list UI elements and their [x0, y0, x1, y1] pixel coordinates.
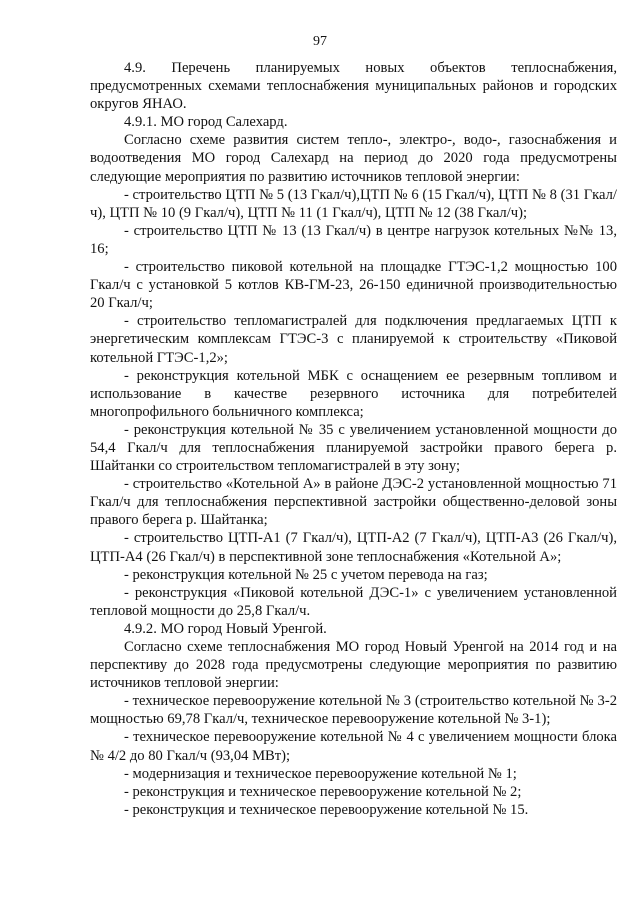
list-item: - реконструкция и техническое перевооружение котельной № 15.	[124, 801, 529, 818]
list-item: - техническое перевооружение котельной № 3 (строительство котельной № 3-2 мощностью 69,78 Гкал/ч, техническое перевооружение котельной № 3-1);	[90, 693, 617, 728]
section-heading-4-9: 4.9. Перечень планируемых новых объектов теплоснабжения, предусмотренных схемами теплоснабжения муниципальных районов и городских округов ЯНАО.	[90, 60, 617, 113]
page-number: 97	[313, 34, 327, 49]
list-item: - техническое перевооружение котельной № 4 с увеличением мощности блока № 4/2 до 80 Гкал/ч (93,04 МВт);	[90, 729, 617, 764]
list-item: - строительство «Котельной А» в районе ДЭС-2 установленной мощностью 71 Гкал/ч для теплоснабжения перспективной застройки общественно-деловой зоны правого берега р. Шайтанка;	[90, 476, 617, 529]
list-item: - реконструкция котельной № 35 с увеличением установленной мощности до 54,4 Гкал/ч для теплоснабжения планируемой застройки правого берега р. Шайтанки со строительством тепломагистралей в эту зону;	[90, 421, 617, 475]
list-item: - строительство ЦТП-А1 (7 Гкал/ч), ЦТП-А2 (7 Гкал/ч), ЦТП-А3 (26 Гкал/ч), ЦТП-А4 (26 Гкал/ч) в перспективной зоне теплоснабжения «Котельной А»;	[90, 530, 617, 565]
subsection-heading-salekhard: 4.9.1. МО город Салехард.	[124, 114, 288, 131]
list-item: - строительство ЦТП № 5 (13 Гкал/ч),ЦТП № 6 (15 Гкал/ч), ЦТП № 8 (31 Гкал/ч), ЦТП № 10 (9 Гкал/ч), ЦТП № 11 (1 Гкал/ч), ЦТП № 12 (38 Гкал/ч);	[90, 186, 617, 221]
list-item: - реконструкция «Пиковой котельной ДЭС-1» с увеличением установленной тепловой мощности до 25,8 Гкал/ч.	[90, 584, 617, 619]
intro-paragraph-salekhard: Согласно схеме развития систем тепло-, электро-, водо-, газоснабжения и водоотведения МО город Салехард на период до 2020 года предусмотрены следующие мероприятия по развитию источников тепловой энергии:	[90, 132, 617, 185]
list-item: - модернизация и техническое перевооружение котельной № 1;	[124, 765, 517, 782]
list-item: - реконструкция и техническое перевооружение котельной № 2;	[124, 783, 522, 800]
intro-paragraph-novy-urengoy: Согласно схеме теплоснабжения МО город Новый Уренгой на 2014 год и на перспективу до 2028 года предусмотрены следующие мероприятия по развитию источников тепловой энергии:	[90, 639, 617, 692]
list-item: - строительство пиковой котельной на площадке ГТЭС-1,2 мощностью 100 Гкал/ч с установкой 5 котлов КВ-ГМ-23, 26-150 единичной производительностью 20 Гкал/ч;	[90, 259, 617, 312]
list-item: - реконструкция котельной МБК с оснащением ее резервным топливом и использование в качестве резервного источника для потребителей многопрофильного больничного комплекса;	[90, 367, 617, 420]
list-item: - строительство тепломагистралей для подключения предлагаемых ЦТП к энергетическим комплексам ГТЭС-3 с планируемой к строительству «Пиковой котельной ГТЭС-1,2»;	[90, 313, 617, 366]
subsection-heading-novy-urengoy: 4.9.2. МО город Новый Уренгой.	[124, 620, 327, 637]
list-item: - строительство ЦТП № 13 (13 Гкал/ч) в центре нагрузок котельных №№ 13, 16;	[90, 222, 617, 257]
list-item: - реконструкция котельной № 25 с учетом перевода на газ;	[124, 566, 488, 583]
document-body	[90, 59, 617, 819]
